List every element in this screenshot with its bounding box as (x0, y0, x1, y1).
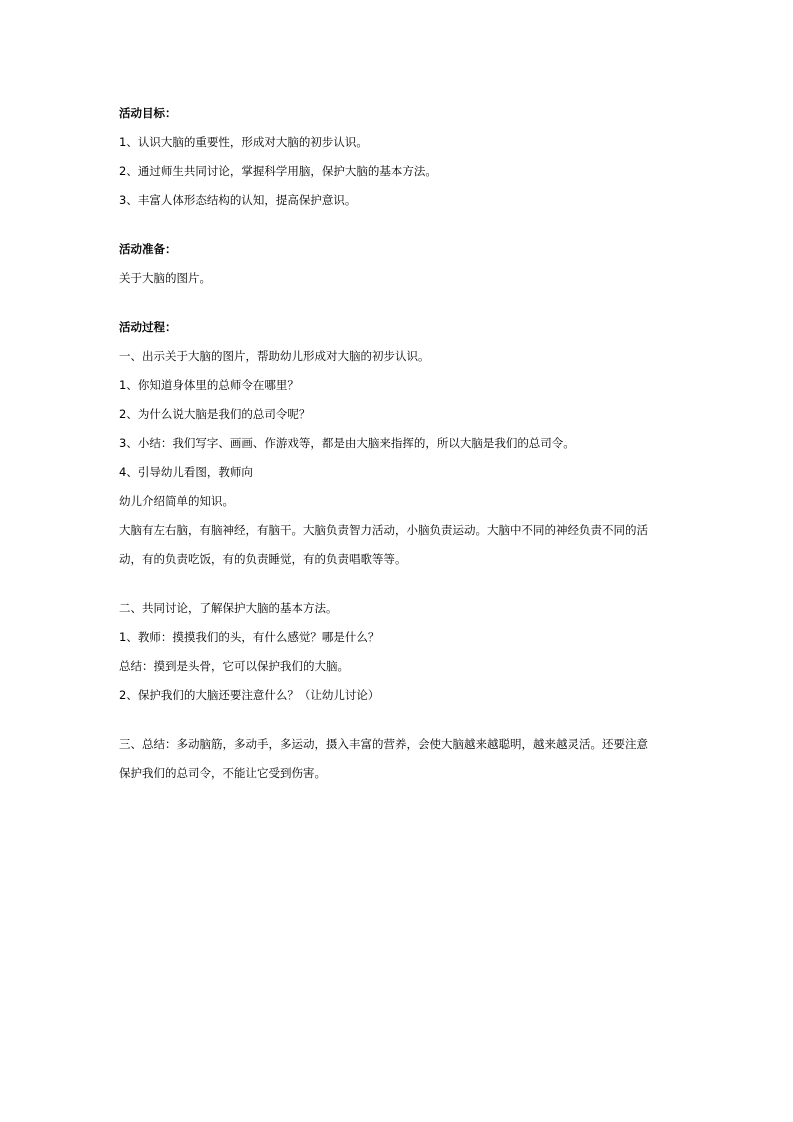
section-gap (119, 215, 679, 235)
process-line: 2、保护我们的大脑还要注意什么？（让幼儿讨论） (119, 688, 380, 702)
process-part3-line: 三、总结：多动脑筋，多动手，多运动，摄入丰富的营养，会使大脑越来越聪明，越来越灵活。还要注意 (119, 737, 648, 751)
process-line: 1、你知道身体里的总师令在哪里？ (119, 378, 299, 392)
process-line: 1、教师：摸摸我们的头，有什么感觉？哪是什么？ (119, 630, 380, 644)
preparation-text: 关于大脑的图片。 (119, 271, 211, 285)
goal-item: 1、认识大脑的重要性，形成对大脑的初步认识。 (119, 135, 368, 149)
section-gap (119, 574, 679, 594)
goal-item: 3、丰富人体形态结构的认知，提高保护意识。 (119, 193, 357, 207)
process-line: 总结：摸到是头骨，它可以保护我们的大脑。 (119, 659, 349, 673)
process-line: 3、小结：我们写字、画画、作游戏等，都是由大脑来指挥的，所以大脑是我们的总司令。 (119, 436, 575, 450)
process-line: 大脑有左右脑，有脑神经，有脑干。大脑负责智力活动，小脑负责运动。大脑中不同的神经负责不同的活 (119, 523, 648, 537)
section-gap (119, 710, 679, 730)
process-part3-line: 保护我们的总司令，不能让它受到伤害。 (119, 766, 326, 780)
goal-item: 2、通过师生共同讨论，掌握科学用脑，保护大脑的基本方法。 (119, 164, 437, 178)
process-line: 幼儿介绍简单的知识。 (119, 494, 234, 508)
process-line: 2、为什么说大脑是我们的总司令呢？ (119, 407, 311, 421)
process-line: 4、引导幼儿看图，教师向 (119, 465, 253, 479)
section-gap (119, 293, 679, 313)
preparation-heading: 活动准备： (119, 242, 177, 256)
process-line: 动，有的负责吃饭，有的负责睡觉，有的负责唱歌等等。 (119, 552, 407, 566)
goals-heading: 活动目标： (119, 106, 177, 120)
document-page (119, 99, 679, 788)
process-part1-title: 一、出示关于大脑的图片，帮助幼儿形成对大脑的初步认识。 (119, 349, 430, 363)
process-heading: 活动过程： (119, 320, 177, 334)
process-part2-title: 二、共同讨论，了解保护大脑的基本方法。 (119, 601, 338, 615)
